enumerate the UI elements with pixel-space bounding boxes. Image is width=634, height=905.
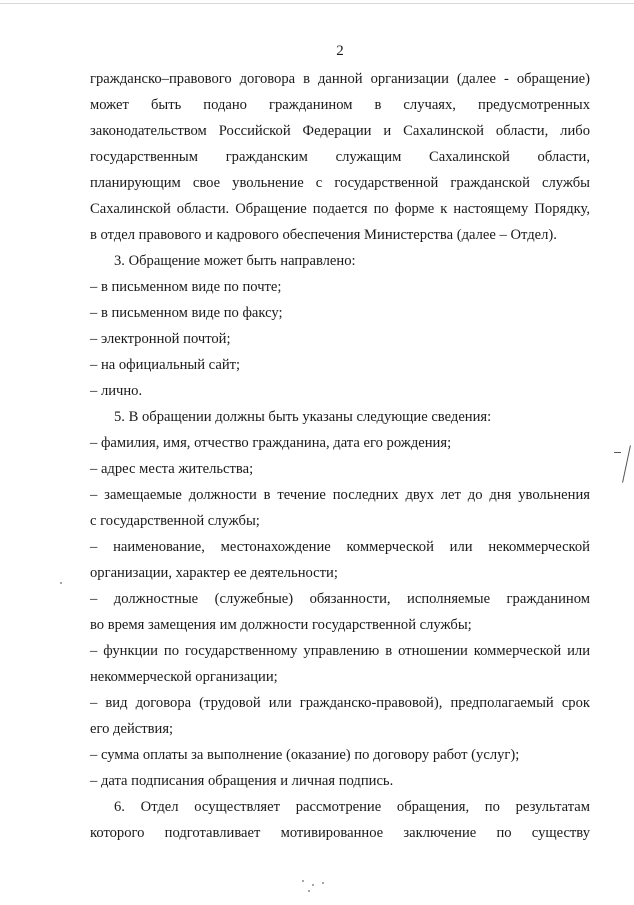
page-number: 2 xyxy=(336,43,344,59)
text-line: его действия; xyxy=(90,721,174,737)
scan-artifact-speck xyxy=(302,880,304,882)
list-item xyxy=(90,456,590,482)
list-item xyxy=(90,430,590,456)
scan-artifact-speck xyxy=(322,882,324,884)
text-line: – замещаемые должности в течение последних двух лет до дня увольнения xyxy=(90,487,590,503)
text-line: законодательством Российской Федерации и Сахалинской области, либо xyxy=(90,123,590,139)
paragraph-item-6 xyxy=(90,794,590,846)
text-line: – сумма оплаты за выполнение (оказание) по договору работ (услуг); xyxy=(90,747,520,763)
scan-top-edge xyxy=(0,3,634,4)
scan-artifact-speck xyxy=(308,890,310,892)
text-line: – адрес места жительства; xyxy=(90,461,254,477)
list-item xyxy=(90,742,590,768)
document-body xyxy=(90,66,590,846)
text-line: – наименование, местонахождение коммерческой или некоммерческой xyxy=(90,539,590,555)
text-line: может быть подано гражданином в случаях, предусмотренных xyxy=(90,97,590,113)
text-line: – фамилия, имя, отчество гражданина, дата его рождения; xyxy=(90,435,452,451)
text-line: – в письменном виде по факсу; xyxy=(90,305,283,321)
text-line: 5. В обращении должны быть указаны следующие сведения: xyxy=(114,409,492,425)
text-line: – электронной почтой; xyxy=(90,331,231,347)
list-item xyxy=(90,326,590,352)
text-line: – дата подписания обращения и личная подпись. xyxy=(90,773,394,789)
text-line: с государственной службы; xyxy=(90,513,260,529)
list-item xyxy=(90,638,590,690)
text-line: – должностные (служебные) обязанности, исполняемые гражданином xyxy=(90,591,590,607)
list-item xyxy=(90,378,590,404)
text-line: 6. Отдел осуществляет рассмотрение обращения, по результатам xyxy=(114,799,590,815)
text-line: 3. Обращение может быть направлено: xyxy=(114,253,356,269)
text-line: во время замещения им должности государственной службы; xyxy=(90,617,472,633)
text-line: которого подготавливает мотивированное заключение по существу xyxy=(90,825,590,841)
list-item xyxy=(90,482,590,534)
text-line: – в письменном виде по почте; xyxy=(90,279,282,295)
text-line: государственным гражданским служащим Сахалинской области, xyxy=(90,149,590,165)
text-line: – на официальный сайт; xyxy=(90,357,241,373)
text-line: – вид договора (трудовой или гражданско-правовой), предполагаемый срок xyxy=(90,695,590,711)
paragraph-continuation xyxy=(90,66,590,248)
text-line: планирующим свое увольнение с государственной гражданской службы xyxy=(90,175,590,191)
scan-artifact-mark xyxy=(614,452,621,453)
scan-artifact-speck xyxy=(60,582,62,584)
text-line: некоммерческой организации; xyxy=(90,669,278,685)
list-item xyxy=(90,690,590,742)
scan-artifact-mark xyxy=(622,445,631,482)
text-line: гражданско–правового договора в данной организации (далее - обращение) xyxy=(90,71,590,87)
text-line: – лично. xyxy=(90,383,143,399)
text-line: в отдел правового и кадрового обеспечения Министерства (далее – Отдел). xyxy=(90,227,557,243)
scan-artifact-speck xyxy=(312,884,314,886)
list-item xyxy=(90,586,590,638)
text-line: организации, характер ее деятельности; xyxy=(90,565,338,581)
list-item xyxy=(90,300,590,326)
text-line: Сахалинской области. Обращение подается по форме к настоящему Порядку, xyxy=(90,201,590,217)
text-line: – функции по государственному управлению в отношении коммерческой или xyxy=(90,643,590,659)
paragraph-item-5 xyxy=(90,404,590,430)
list-item xyxy=(90,768,590,794)
list-item xyxy=(90,534,590,586)
list-item xyxy=(90,274,590,300)
list-item xyxy=(90,352,590,378)
paragraph-item-3 xyxy=(90,248,590,274)
